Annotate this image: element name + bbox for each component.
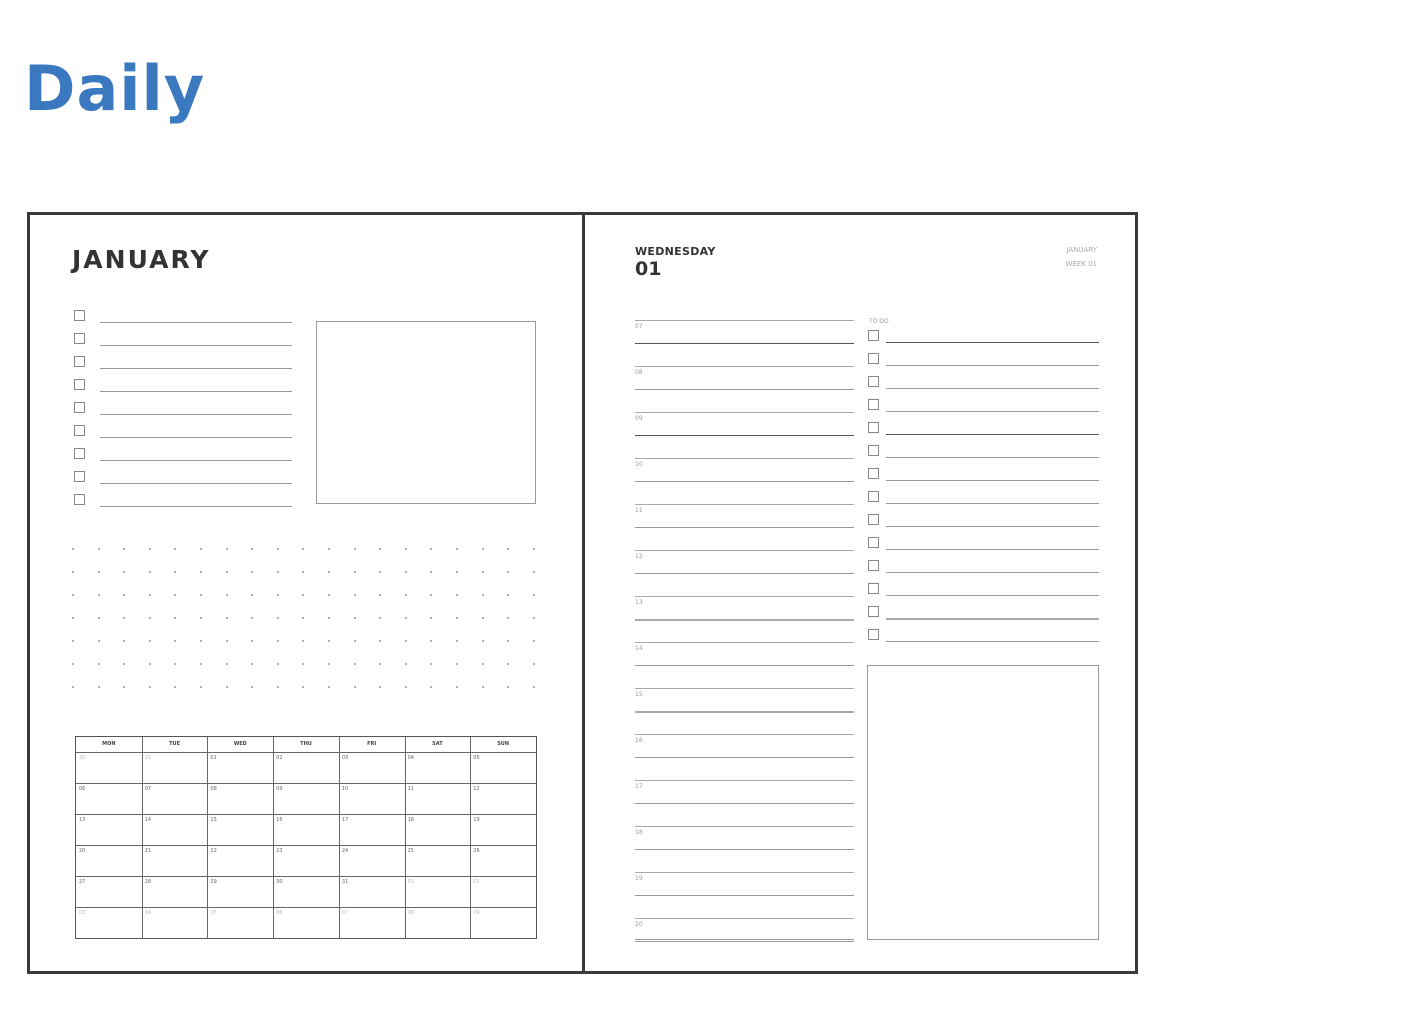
calendar-row-rule [76,752,536,753]
half-hour-line[interactable] [635,941,854,942]
grid-dot [149,640,151,642]
calendar-day-cell[interactable]: 02 [276,755,283,761]
hour-label: 12 [635,553,643,560]
grid-dot [430,640,432,642]
checkbox[interactable] [74,448,85,459]
todo-line[interactable] [886,549,1099,550]
grid-dot [533,594,535,596]
todo-line[interactable] [886,388,1099,389]
grid-dot [405,571,407,573]
grid-dot [456,686,458,688]
calendar-day-cell[interactable]: 04 [407,755,414,761]
calendar-day-cell[interactable]: 18 [407,817,414,823]
hour-top-line [635,688,854,689]
checkbox[interactable] [74,425,85,436]
hour-label: 20 [635,921,643,928]
calendar-day-cell[interactable]: 12 [473,786,480,792]
grid-dot [379,640,381,642]
calendar-day-cell[interactable]: 03 [341,755,349,761]
hour-label: 10 [635,461,643,468]
grid-dot [200,663,202,665]
grid-dot [277,571,279,573]
grid-dot [277,663,279,665]
grid-dot [174,617,176,619]
calendar-day-cell[interactable]: 30 [276,879,283,885]
hour-label: 15 [635,691,643,698]
todo-line[interactable] [886,342,1099,343]
todo-line[interactable] [886,503,1099,504]
grid-dot [123,663,125,665]
daily-notes-box[interactable] [867,665,1099,940]
grid-dot [302,617,304,619]
grid-dot [98,663,100,665]
grid-dot [226,548,228,550]
write-line [100,322,292,323]
daily-page [585,215,1135,971]
grid-dot [354,548,356,550]
checkbox[interactable] [74,356,85,367]
grid-dot [302,548,304,550]
grid-dot [379,663,381,665]
hour-top-line [635,596,854,597]
grid-dot [277,594,279,596]
grid-dot [251,571,253,573]
grid-dot [174,594,176,596]
todo-line[interactable] [886,641,1099,642]
grid-dot [456,548,458,550]
grid-dot [200,617,202,619]
grid-dot [200,548,202,550]
calendar-day-cell[interactable]: 31 [144,755,152,761]
hour-top-line [635,642,854,643]
grid-dot [430,686,432,688]
grid-dot [354,594,356,596]
grid-dot [379,686,381,688]
grid-dot [98,548,100,550]
hour-label: 16 [635,737,643,744]
day-number: 01 [635,258,662,280]
calendar-day-cell[interactable]: 20 [79,848,86,854]
hour-top-line [635,826,854,827]
grid-dot [277,640,279,642]
todo-line[interactable] [886,572,1099,573]
grid-dot [123,594,125,596]
grid-dot [482,663,484,665]
calendar-weekday-header: FRI [367,741,377,747]
grid-dot [456,663,458,665]
todo-checkbox[interactable] [868,537,879,548]
schedule-end-line [635,939,854,940]
grid-dot [302,686,304,688]
hour-top-line [635,872,854,873]
grid-dot [72,640,74,642]
calendar-day-cell[interactable]: 08 [407,910,414,916]
calendar-day-cell[interactable]: 21 [144,848,152,854]
grid-dot [302,571,304,573]
hour-label: 18 [635,829,643,836]
todo-checkbox[interactable] [868,422,879,433]
grid-dot [405,686,407,688]
grid-dot [533,686,535,688]
grid-dot [430,571,432,573]
grid-dot [507,617,509,619]
grid-dot [354,571,356,573]
grid-dot [149,548,151,550]
calendar-day-cell[interactable]: 11 [407,786,414,792]
grid-dot [72,571,74,573]
todo-checkbox[interactable] [868,583,879,594]
grid-dot [482,548,484,550]
calendar-row-rule [76,783,536,784]
hour-label: 07 [635,323,643,330]
grid-dot [200,594,202,596]
grid-dot [123,548,125,550]
grid-dot [328,548,330,550]
grid-dot [533,663,535,665]
hour-label: 19 [635,875,643,882]
grid-dot [72,617,74,619]
planner-spread [27,212,1138,974]
grid-dot [123,617,125,619]
checkbox[interactable] [74,310,85,321]
todo-checkbox[interactable] [868,399,879,410]
grid-dot [98,686,100,688]
todo-line[interactable] [886,480,1099,481]
grid-dot [72,686,74,688]
half-hour-line[interactable] [635,573,854,574]
grid-dot [226,617,228,619]
grid-dot [405,594,407,596]
grid-dot [328,663,330,665]
grid-dot [379,548,381,550]
hour-label: 17 [635,783,643,790]
calendar-day-cell[interactable]: 14 [144,817,152,823]
grid-dot [405,663,407,665]
half-hour-line[interactable] [635,711,854,713]
todo-line[interactable] [886,365,1099,366]
grid-dot [482,686,484,688]
half-hour-line[interactable] [635,619,854,621]
todo-checkbox[interactable] [868,445,879,456]
write-line [100,437,292,438]
todo-line[interactable] [886,457,1099,458]
hour-top-line [635,366,854,367]
calendar-day-cell[interactable]: 04 [144,910,152,916]
todo-checkbox[interactable] [868,629,879,640]
page-heading: Daily [24,52,206,125]
grid-dot [123,571,125,573]
grid-dot [328,594,330,596]
write-line [100,368,292,369]
grid-dot [430,617,432,619]
calendar-day-cell[interactable]: 31 [341,879,349,885]
hour-top-line [635,412,854,413]
calendar-day-cell[interactable]: 19 [473,817,480,823]
checkbox[interactable] [74,471,85,482]
grid-dot [174,686,176,688]
calendar-day-cell[interactable]: 26 [473,848,480,854]
half-hour-line[interactable] [635,803,854,804]
grid-dot [123,640,125,642]
grid-dot [482,571,484,573]
hour-top-line [635,734,854,735]
todo-line[interactable] [886,595,1099,596]
checkbox[interactable] [74,402,85,413]
calendar-day-cell[interactable]: 29 [210,879,217,885]
grid-dot [149,686,151,688]
todo-checkbox[interactable] [868,560,879,571]
hour-label: 13 [635,599,643,606]
grid-dot [72,594,74,596]
grid-dot [354,617,356,619]
grid-dot [507,548,509,550]
grid-dot [277,617,279,619]
calendar-day-cell[interactable]: 28 [144,879,152,885]
grid-dot [251,548,253,550]
hour-top-line [635,504,854,505]
calendar-weekday-header: THU [300,741,312,747]
todo-checkbox[interactable] [868,468,879,479]
hour-label: 11 [635,507,643,514]
hour-top-line [635,780,854,781]
grid-dot [507,594,509,596]
write-line [100,345,292,346]
grid-dot [98,617,100,619]
grid-dot [379,617,381,619]
half-hour-line[interactable] [635,389,854,390]
calendar-row-rule [76,814,536,815]
calendar-day-cell[interactable]: 24 [341,848,349,854]
todo-checkbox[interactable] [868,376,879,387]
hour-top-line [635,550,854,551]
half-hour-line[interactable] [635,895,854,896]
calendar-day-cell[interactable]: 06 [276,910,283,916]
todo-checkbox[interactable] [868,514,879,525]
grid-dot [174,548,176,550]
grid-dot [149,571,151,573]
grid-dot [430,548,432,550]
calendar-day-cell[interactable]: 25 [407,848,414,854]
calendar-day-cell[interactable]: 07 [144,786,152,792]
grid-dot [149,663,151,665]
grid-dot [72,548,74,550]
calendar-day-cell[interactable]: 17 [341,817,349,823]
meta-month: JANUARY [1066,246,1097,254]
grid-dot [507,663,509,665]
grid-dot [251,617,253,619]
checkbox[interactable] [74,379,85,390]
checkbox[interactable] [74,494,85,505]
grid-dot [456,571,458,573]
grid-dot [507,686,509,688]
grid-dot [379,594,381,596]
calendar-day-cell[interactable]: 01 [210,755,217,761]
calendar-day-cell[interactable]: 30 [79,755,86,761]
grid-dot [405,617,407,619]
half-hour-line[interactable] [635,849,854,850]
grid-dot [354,686,356,688]
hour-top-line [635,320,854,321]
grid-dot [405,640,407,642]
weekday-name: WEDNESDAY [635,245,716,258]
todo-line[interactable] [886,411,1099,412]
write-line [100,506,292,507]
grid-dot [379,571,381,573]
grid-dot [277,548,279,550]
calendar-day-cell[interactable]: 22 [210,848,217,854]
grid-dot [251,663,253,665]
grid-dot [456,617,458,619]
todo-checkbox[interactable] [868,606,879,617]
calendar-row-rule [76,907,536,908]
grid-dot [277,686,279,688]
write-line [100,483,292,484]
grid-dot [174,571,176,573]
grid-dot [328,686,330,688]
grid-dot [200,640,202,642]
hour-label: 08 [635,369,643,376]
calendar-row-rule [76,845,536,846]
grid-dot [174,640,176,642]
calendar-day-cell[interactable]: 23 [276,848,283,854]
hour-top-line [635,918,854,919]
hour-label: 09 [635,415,643,422]
grid-dot [354,663,356,665]
todo-line[interactable] [886,526,1099,527]
grid-dot [533,617,535,619]
todo-checkbox[interactable] [868,491,879,502]
monthly-notes-box[interactable] [316,321,536,504]
grid-dot [251,594,253,596]
grid-dot [98,594,100,596]
calendar-weekday-header: SAT [432,741,443,747]
write-line [100,391,292,392]
grid-dot [533,571,535,573]
calendar-day-cell[interactable]: 02 [473,879,480,885]
write-line [100,460,292,461]
calendar-day-cell[interactable]: 27 [79,879,86,885]
grid-dot [456,640,458,642]
half-hour-line[interactable] [635,757,854,758]
calendar-day-cell[interactable]: 16 [276,817,283,823]
calendar-day-cell[interactable]: 06 [79,786,86,792]
grid-dot [533,548,535,550]
grid-dot [149,594,151,596]
calendar-day-cell[interactable]: 09 [473,910,480,916]
calendar-day-cell[interactable]: 08 [210,786,217,792]
hour-label: 14 [635,645,643,652]
grid-dot [482,594,484,596]
calendar-weekday-header: SUN [497,741,510,747]
grid-dot [72,663,74,665]
monthly-page [30,215,582,971]
grid-dot [430,663,432,665]
grid-dot [482,617,484,619]
checkbox[interactable] [74,333,85,344]
grid-dot [328,571,330,573]
calendar-weekday-header: TUE [169,741,180,747]
todo-line[interactable] [886,434,1099,435]
mini-calendar [75,736,537,939]
grid-dot [328,617,330,619]
grid-dot [405,548,407,550]
calendar-day-cell[interactable]: 13 [79,817,86,823]
calendar-day-cell[interactable]: 05 [210,910,217,916]
write-line [100,414,292,415]
half-hour-line[interactable] [635,665,854,666]
grid-dot [200,571,202,573]
calendar-weekday-header: WED [233,741,247,747]
grid-dot [507,640,509,642]
calendar-weekday-header: MON [102,741,116,747]
grid-dot [123,686,125,688]
half-hour-line[interactable] [635,435,854,436]
grid-dot [174,663,176,665]
grid-dot [302,640,304,642]
todo-checkbox[interactable] [868,330,879,341]
grid-dot [226,594,228,596]
calendar-day-cell[interactable]: 15 [210,817,217,823]
grid-dot [226,571,228,573]
hour-top-line [635,458,854,459]
calendar-day-cell[interactable]: 09 [276,786,283,792]
calendar-day-cell[interactable]: 05 [473,755,480,761]
grid-dot [482,640,484,642]
calendar-day-cell[interactable]: 01 [407,879,414,885]
grid-dot [149,617,151,619]
month-title: JANUARY [72,245,211,274]
grid-dot [302,663,304,665]
meta-week: WEEK 01 [1065,260,1097,268]
calendar-day-cell[interactable]: 03 [79,910,86,916]
grid-dot [354,640,356,642]
grid-dot [533,640,535,642]
half-hour-line[interactable] [635,481,854,482]
grid-dot [98,571,100,573]
grid-dot [200,686,202,688]
half-hour-line[interactable] [635,527,854,528]
grid-dot [328,640,330,642]
grid-dot [226,686,228,688]
todo-label: TO DO [869,318,889,325]
grid-dot [251,640,253,642]
grid-dot [226,663,228,665]
calendar-row-rule [76,876,536,877]
grid-dot [507,571,509,573]
grid-dot [251,686,253,688]
grid-dot [430,594,432,596]
calendar-day-cell[interactable]: 07 [341,910,349,916]
dot-grid [72,548,542,688]
calendar-day-cell[interactable]: 10 [341,786,349,792]
grid-dot [456,594,458,596]
grid-dot [226,640,228,642]
todo-line[interactable] [886,618,1099,620]
half-hour-line[interactable] [635,343,854,344]
grid-dot [302,594,304,596]
todo-checkbox[interactable] [868,353,879,364]
grid-dot [98,640,100,642]
